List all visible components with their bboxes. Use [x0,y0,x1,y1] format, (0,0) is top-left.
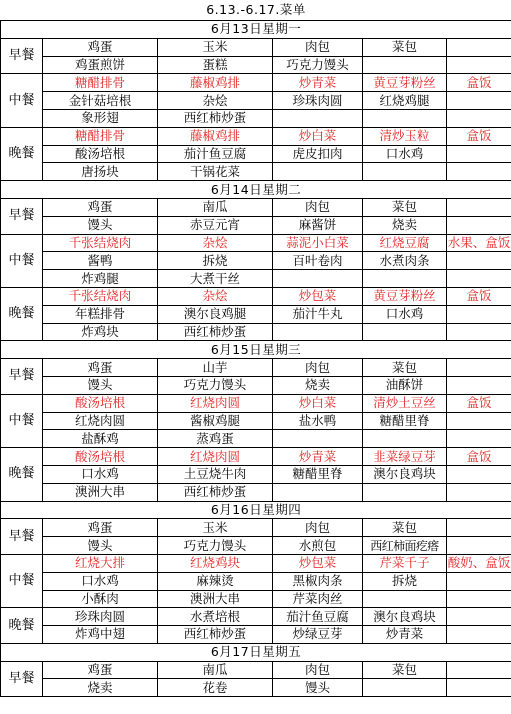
dish-cell: 炒白菜 [273,394,363,412]
dish-cell: 菜包 [363,38,447,56]
dish-cell: 盒饭 [447,394,511,412]
dish-cell: 清炒玉粒 [363,127,447,145]
dish-row [1,661,511,679]
dish-cell: 杂烩 [158,287,273,305]
meal-label: 早餐 [1,198,43,234]
dish-cell [447,305,511,323]
day-header: 6月13日星期一 [1,21,511,39]
dish-cell: 西红柿面疙瘩 [363,537,447,555]
dish-cell [447,252,511,270]
dish-cell: 大煮干丝 [158,270,273,288]
dish-row [1,92,511,110]
dish-cell: 盐酥鸡 [43,430,158,448]
dish-cell: 红烧大排 [43,554,158,572]
meal-label: 晚餐 [1,448,43,501]
dish-cell: 肉包 [273,519,363,537]
dish-cell: 口水鸡 [43,465,158,483]
dish-row [1,537,511,555]
dish-cell: 炒包菜 [273,287,363,305]
dish-cell: 口水鸡 [43,572,158,590]
dish-cell [447,519,511,537]
dish-cell [447,376,511,394]
dish-cell: 盒饭 [447,127,511,145]
dish-cell [447,216,511,234]
dish-cell: 虎皮扣肉 [273,145,363,163]
day-header-row [1,501,511,519]
dish-cell: 炒青菜 [273,74,363,92]
dish-cell [447,679,511,697]
day-header: 6月16日星期四 [1,501,511,519]
dish-cell: 盒饭 [447,74,511,92]
dish-cell: 菜包 [363,519,447,537]
dish-cell: 拆烧 [363,572,447,590]
dish-cell: 芹菜千子 [363,554,447,572]
dish-cell [447,430,511,448]
dish-cell: 黄豆芽粉丝 [363,287,447,305]
dish-cell: 水煮肉条 [363,252,447,270]
dish-cell [363,56,447,74]
dish-cell: 百叶卷肉 [273,252,363,270]
dish-cell: 西红柿炒蛋 [158,626,273,644]
dish-row [1,483,511,501]
dish-row [1,287,511,305]
dish-cell [447,198,511,216]
dish-cell [447,270,511,288]
dish-row [1,323,511,341]
dish-cell: 鸡蛋 [43,519,158,537]
meal-label: 早餐 [1,359,43,395]
dish-cell [363,590,447,608]
dish-cell: 肉包 [273,38,363,56]
dish-row [1,679,511,697]
day-header: 6月17日星期五 [1,643,511,661]
dish-row [1,608,511,626]
meal-label: 中餐 [1,74,43,127]
dish-cell: 西红柿炒蛋 [158,109,273,127]
dish-cell: 红烧鸡块 [158,554,273,572]
meal-label: 晚餐 [1,608,43,644]
day-header-row [1,21,511,39]
meal-label: 中餐 [1,554,43,607]
dish-cell: 千张结烧肉 [43,234,158,252]
dish-cell: 馒头 [43,537,158,555]
dish-cell: 韭菜绿豆芽 [363,448,447,466]
dish-cell [447,359,511,377]
dish-row [1,590,511,608]
dish-row [1,626,511,644]
dish-cell [447,572,511,590]
meal-label: 早餐 [1,519,43,555]
dish-row [1,216,511,234]
dish-row [1,145,511,163]
dish-cell: 澳洲大串 [43,483,158,501]
dish-row [1,448,511,466]
dish-cell: 糖醋排骨 [43,74,158,92]
dish-cell: 红烧肉圆 [158,394,273,412]
dish-cell [363,109,447,127]
dish-cell: 巧克力馒头 [273,56,363,74]
dish-cell: 红烧豆腐 [363,234,447,252]
dish-cell: 炸鸡中翅 [43,626,158,644]
dish-row [1,74,511,92]
dish-cell: 干锅花菜 [158,163,273,181]
dish-row [1,109,511,127]
dish-cell: 黑椒肉条 [273,572,363,590]
dish-cell: 麻辣烫 [158,572,273,590]
dish-cell: 菜包 [363,661,447,679]
dish-cell: 山芋 [158,359,273,377]
dish-row [1,430,511,448]
dish-cell [447,465,511,483]
dish-cell: 藤椒鸡排 [158,74,273,92]
dish-cell: 酸汤培根 [43,394,158,412]
dish-cell: 烧卖 [43,679,158,697]
dish-cell: 馒头 [43,216,158,234]
dish-cell [447,626,511,644]
dish-cell: 杂烩 [158,234,273,252]
meal-label: 晚餐 [1,127,43,180]
dish-cell: 清炒土豆丝 [363,394,447,412]
meal-label: 中餐 [1,234,43,287]
dish-cell: 南瓜 [158,661,273,679]
dish-cell [363,270,447,288]
dish-cell [363,679,447,697]
dish-cell [273,270,363,288]
dish-row [1,38,511,56]
dish-cell: 鸡蛋 [43,661,158,679]
dish-cell: 口水鸡 [363,305,447,323]
dish-row [1,127,511,145]
dish-cell: 鸡蛋 [43,38,158,56]
dish-cell: 糖醋排骨 [43,127,158,145]
dish-cell [447,608,511,626]
dish-row [1,56,511,74]
dish-row [1,554,511,572]
dish-cell: 澳尔良鸡块 [363,608,447,626]
dish-cell: 炒青菜 [363,626,447,644]
dish-cell: 玉米 [158,519,273,537]
dish-row [1,198,511,216]
dish-cell: 茄汁鱼豆腐 [158,145,273,163]
dish-cell: 水煮培根 [158,608,273,626]
dish-row [1,359,511,377]
dish-cell: 炒白菜 [273,127,363,145]
menu-title: 6.13.-6.17.菜单 [206,2,306,17]
dish-cell: 炸鸡块 [43,323,158,341]
dish-cell: 糖醋里脊 [363,412,447,430]
dish-cell: 巧克力馒头 [158,537,273,555]
dish-cell [447,590,511,608]
dish-cell: 酱椒鸡腿 [158,412,273,430]
dish-cell: 鸡蛋 [43,198,158,216]
day-header-row [1,341,511,359]
dish-cell: 糖醋里脊 [273,465,363,483]
dish-row [1,394,511,412]
dish-cell: 蛋糕 [158,56,273,74]
dish-cell [273,430,363,448]
dish-cell: 盒饭 [447,448,511,466]
dish-cell: 花卷 [158,679,273,697]
dish-cell: 炒绿豆芽 [273,626,363,644]
dish-cell: 黄豆芽粉丝 [363,74,447,92]
dish-cell: 红烧鸡腿 [363,92,447,110]
meal-label: 早餐 [1,661,43,697]
dish-cell: 口水鸡 [363,145,447,163]
dish-cell [447,412,511,430]
dish-cell: 酸奶、盒饭 [447,555,511,571]
dish-cell: 澳尔良鸡块 [363,465,447,483]
dish-cell: 红烧肉圆 [43,412,158,430]
day-header: 6月14日星期二 [1,181,511,199]
dish-cell [447,661,511,679]
dish-cell: 巧克力馒头 [158,376,273,394]
dish-row [1,465,511,483]
dish-row [1,376,511,394]
dish-cell: 玉米 [158,38,273,56]
dish-cell: 蒸鸡蛋 [158,430,273,448]
dish-cell: 年糕排骨 [43,305,158,323]
dish-row [1,252,511,270]
dish-cell: 酱鸭 [43,252,158,270]
dish-row [1,412,511,430]
dish-cell: 金针菇培根 [43,92,158,110]
dish-cell [273,109,363,127]
dish-cell: 南瓜 [158,198,273,216]
dish-cell: 土豆烧牛肉 [158,465,273,483]
dish-row [1,234,511,252]
dish-cell [273,163,363,181]
day-header-row [1,643,511,661]
dish-cell: 蒜泥小白菜 [273,234,363,252]
dish-cell: 盐水鸭 [273,412,363,430]
dish-row [1,305,511,323]
dish-cell: 红烧肉圆 [158,448,273,466]
dish-cell: 珍珠肉圆 [43,608,158,626]
dish-cell: 馒头 [43,376,158,394]
dish-cell: 唐扬块 [43,163,158,181]
dish-cell: 小酥肉 [43,590,158,608]
dish-cell: 鸡蛋煎饼 [43,56,158,74]
dish-cell [273,483,363,501]
title-row [1,0,511,21]
dish-cell: 菜包 [363,359,447,377]
dish-cell: 麻酱饼 [273,216,363,234]
dish-cell [447,92,511,110]
dish-cell: 鸡蛋 [43,359,158,377]
dish-cell [447,483,511,501]
dish-cell: 杂烩 [158,92,273,110]
dish-cell: 馒头 [273,679,363,697]
dish-cell: 肉包 [273,198,363,216]
dish-cell: 盒饭 [447,287,511,305]
dish-cell: 千张结烧肉 [43,287,158,305]
dish-cell: 炒包菜 [273,554,363,572]
dish-cell [447,163,511,181]
dish-row [1,270,511,288]
dish-cell: 炸鸡腿 [43,270,158,288]
dish-cell: 珍珠肉圆 [273,92,363,110]
dish-cell: 烧卖 [363,216,447,234]
dish-cell [447,537,511,555]
dish-cell: 藤椒鸡排 [158,127,273,145]
dish-cell: 澳洲大串 [158,590,273,608]
dish-row [1,572,511,590]
meal-label: 晚餐 [1,287,43,340]
day-header-row [1,181,511,199]
dish-cell [447,145,511,163]
dish-cell [363,483,447,501]
dish-cell [273,323,363,341]
dish-cell: 西红柿炒蛋 [158,323,273,341]
dish-cell: 拆烧 [158,252,273,270]
dish-cell [447,38,511,56]
dish-cell: 澳尔良鸡腿 [158,305,273,323]
dish-cell: 油酥饼 [363,376,447,394]
dish-cell: 水果、盒饭 [447,234,511,250]
dish-cell: 酸汤培根 [43,448,158,466]
dish-cell: 赤豆元宵 [158,216,273,234]
dish-cell: 茄汁鱼豆腐 [273,608,363,626]
dish-cell: 西红柿炒蛋 [158,483,273,501]
dish-row [1,519,511,537]
dish-cell: 炒青菜 [273,448,363,466]
dish-cell [363,163,447,181]
dish-cell [447,109,511,127]
dish-cell: 水煎包 [273,537,363,555]
dish-row [1,163,511,181]
dish-cell: 菜包 [363,198,447,216]
dish-cell [363,430,447,448]
day-header: 6月15日星期三 [1,341,511,359]
dish-cell: 茄汁牛丸 [273,305,363,323]
dish-cell: 芹菜肉丝 [273,590,363,608]
dish-cell [447,323,511,341]
meal-label: 中餐 [1,394,43,447]
dish-cell: 酸汤培根 [43,145,158,163]
dish-cell: 烧卖 [273,376,363,394]
dish-cell [363,323,447,341]
dish-cell: 肉包 [273,359,363,377]
meal-label: 早餐 [1,38,43,74]
dish-cell [447,56,511,74]
dish-cell: 肉包 [273,661,363,679]
dish-cell: 象形翅 [43,109,158,127]
